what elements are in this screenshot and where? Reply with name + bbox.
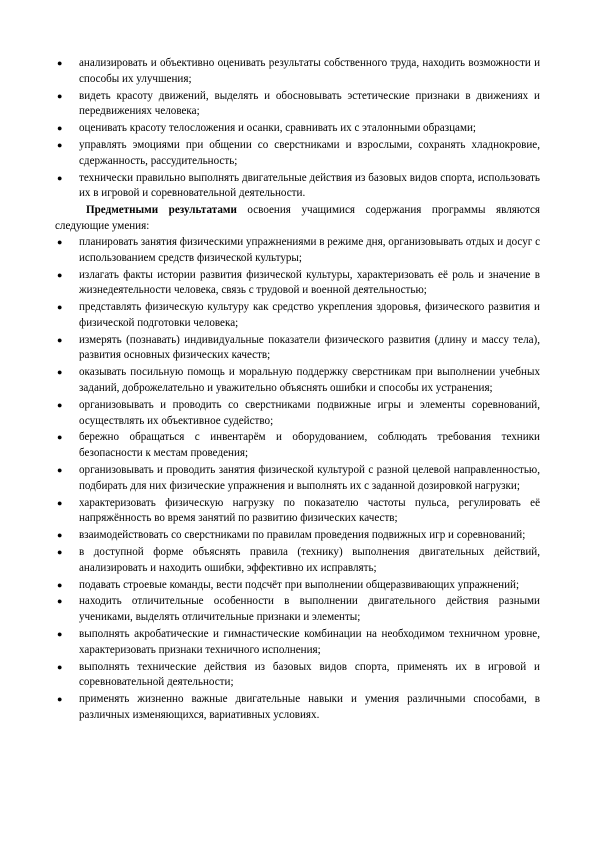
list-item-text: оценивать красоту телосложения и осанки, сравнивать их с эталонными образцами; (79, 122, 477, 135)
list-item-text: оказывать посильную помощь и моральную поддержку сверстникам при выполнении учебных заданий, доброжелательно и уважительно объяснять ошибки и способы их устранения; (79, 366, 540, 394)
list-item (55, 430, 540, 461)
list-item (55, 89, 540, 120)
bullet-icon: ● (57, 172, 63, 183)
list-item (55, 138, 540, 169)
list-item-text: технически правильно выполнять двигательные действия из базовых видов спорта, использовать их в игровой и соревновательной деятельности. (79, 171, 540, 200)
list-item (55, 463, 540, 494)
bullet-icon: ● (57, 546, 63, 557)
list-item-text: излагать факты истории развития физической культуры, характеризовать её роль и значение в жизнедеятельности человека, связь с трудовой и военной деятельностью; (79, 268, 540, 297)
list-item-text: организовывать и проводить занятия физической культурой с разной целевой направленностью, подбирать для них физические упражнения и выполнять их с заданной дозировкой нагрузки; (79, 463, 540, 492)
list-item-text: применять жизненно важные двигательные навыки и умения различными способами, в различных изменяющихся, вариативных условиях. (79, 693, 540, 721)
bullet-icon: ● (57, 123, 63, 134)
paragraph-bold-lead: Предметными результатами (86, 204, 237, 217)
bullet-icon: ● (57, 140, 63, 150)
list-item-text: представлять физическую культуру как средство укрепления здоровья, физического развития и физической подготовки человека; (79, 301, 540, 329)
bullet-icon: ● (57, 432, 63, 443)
list-item-text: выполнять технические действия из базовых видов спорта, применять их в игровой и соревновательной деятельности; (79, 660, 540, 689)
list-item (55, 545, 540, 576)
list-item (55, 235, 540, 266)
list-item-text: подавать строевые команды, вести подсчёт при выполнении общеразвивающих упражнений; (79, 578, 520, 591)
list-item (55, 692, 540, 723)
list-item (55, 398, 540, 429)
bullet-icon: ● (57, 661, 63, 672)
list-item-text: организовывать и проводить со сверстниками подвижные игры и элементы соревнований, осуществлять их объективное судейство; (79, 398, 540, 427)
bullet-icon: ● (57, 628, 63, 639)
list-item-text: анализировать и объективно оценивать результаты собственного труда, находить возможности и способы их улучшения; (79, 57, 540, 85)
list-item (55, 528, 540, 544)
bullet-icon: ● (57, 464, 63, 475)
list-item-text: бережно обращаться с инвентарём и оборудованием, соблюдать требования техники безопасности к местам проведения; (79, 431, 540, 460)
list-item (55, 365, 540, 396)
list-item (55, 578, 540, 594)
list-item-text: управлять эмоциями при общении со сверстниками и взрослыми, сохранять хладнокровие, сдержанность, рассудительность; (79, 139, 540, 167)
bullet-icon: ● (57, 334, 63, 345)
list-item-text: в доступной форме объяснять правила (технику) выполнения двигательных действий, анализировать и находить ошибки, эффективно их исправлять; (79, 545, 540, 574)
bullet-icon: ● (57, 530, 63, 541)
list-item-text: видеть красоту движений, выделять и обосновывать эстетические признаки в движениях и передвижениях человека; (79, 89, 540, 118)
list-item (55, 121, 540, 137)
bullet-icon: ● (57, 497, 63, 508)
bullet-icon: ● (57, 596, 63, 607)
list-item (55, 171, 540, 202)
bullet-list-1 (55, 56, 540, 202)
list-item-text: характеризовать физическую нагрузку по показателю частоты пульса, регулировать её напряжённость во время занятий по развитию физических качеств; (79, 496, 540, 525)
list-item (55, 300, 540, 331)
bullet-icon: ● (57, 579, 63, 590)
bullet-icon: ● (57, 237, 63, 248)
bullet-icon: ● (57, 367, 63, 378)
list-item (55, 268, 540, 299)
list-item (55, 594, 540, 625)
bullet-icon: ● (57, 302, 63, 313)
bullet-icon: ● (57, 694, 63, 705)
list-item (55, 56, 540, 87)
list-item (55, 660, 540, 691)
list-item (55, 627, 540, 658)
bullet-icon: ● (57, 269, 63, 280)
list-item-text: взаимодействовать со сверстниками по правилам проведения подвижных игр и соревнований; (79, 529, 526, 542)
list-item (55, 333, 540, 364)
bullet-icon: ● (57, 90, 63, 101)
list-item-text: планировать занятия физическими упражнениями в режиме дня, организовывать отдых и досуг с использованием средств физической культуры; (79, 236, 540, 264)
bullet-list-2 (55, 235, 540, 723)
bullet-icon: ● (57, 58, 63, 68)
bullet-icon: ● (57, 399, 63, 410)
subject-results-paragraph (55, 203, 540, 234)
list-item-text: измерять (познавать) индивидуальные показатели физического развития (длину и массу тела), развития основных физических качеств; (79, 333, 540, 362)
document-body (55, 56, 540, 725)
list-item (55, 496, 540, 527)
list-item-text: находить отличительные особенности в выполнении двигательного действия разными учениками, выделять отличительные признаки и элементы; (79, 595, 540, 624)
paragraph-text: освоения учащимися содержания программы являются следующие умения: (55, 204, 540, 232)
list-item-text: выполнять акробатические и гимнастические комбинации на необходимом техничном уровне, характеризовать признаки техничного исполнения; (79, 627, 540, 656)
